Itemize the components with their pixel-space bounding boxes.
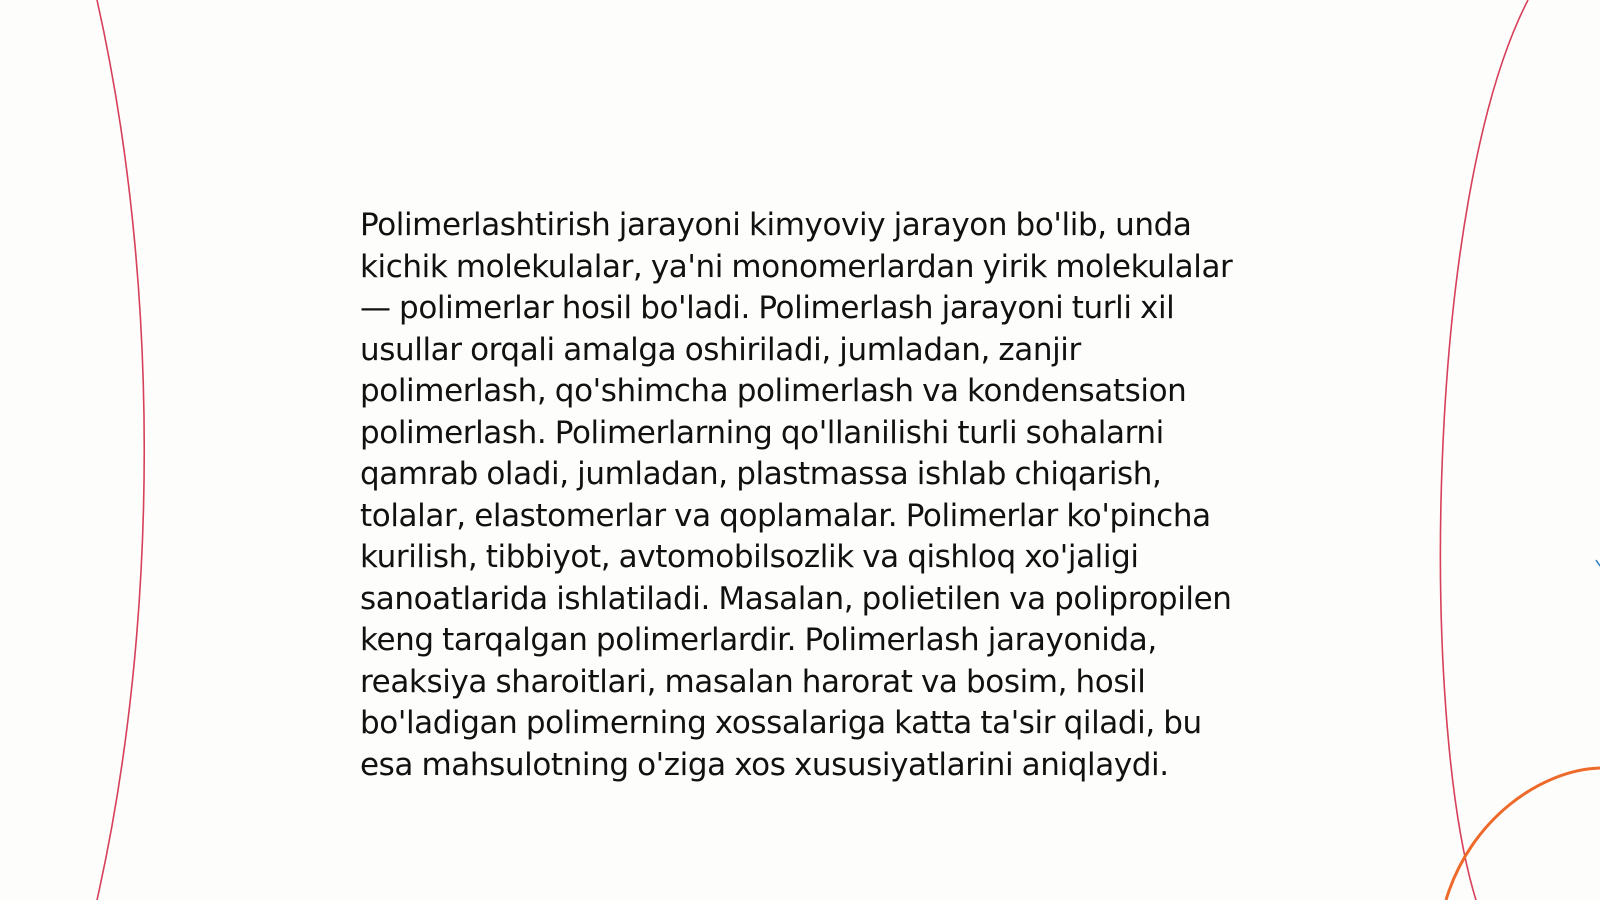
small-blue-mark [1596,560,1600,566]
corner-orange-arc [1446,768,1600,900]
left-curve-line [97,0,144,900]
right-curve-line [1440,0,1528,900]
slide-body-text: Polimerlashtirish jarayoni kimyoviy jarayon bo'lib, unda kichik molekulalar, ya'ni monomerlardan yirik molekulalar — polimerlar hosil bo'ladi. Polimerlash jarayoni turli xil usullar orqali amalga oshiriladi, jumladan, zanjir polimerlash, qo'shimcha polimerlash va kondensatsion polimerlash. Polimerlarning qo'llanilishi turli sohalarni qamrab oladi, jumladan, plastmassa ishlab chiqarish, tolalar, elastomerlar va qoplamalar. Polimerlar ko'pincha kurilish, tibbiyot, avtomobilsozlik va qishloq xo'jaligi sanoatlarida ishlatiladi. Masalan, polietilen va polipropilen keng tarqalgan polimerlardir. Polimerlash jarayonida, reaksiya sharoitlari, masalan harorat va bosim, hosil bo'ladigan polimerning xossalariga katta ta'sir qiladi, bu esa mahsulotning o'ziga xos xususiyatlarini aniqlaydi. [360,207,1233,783]
